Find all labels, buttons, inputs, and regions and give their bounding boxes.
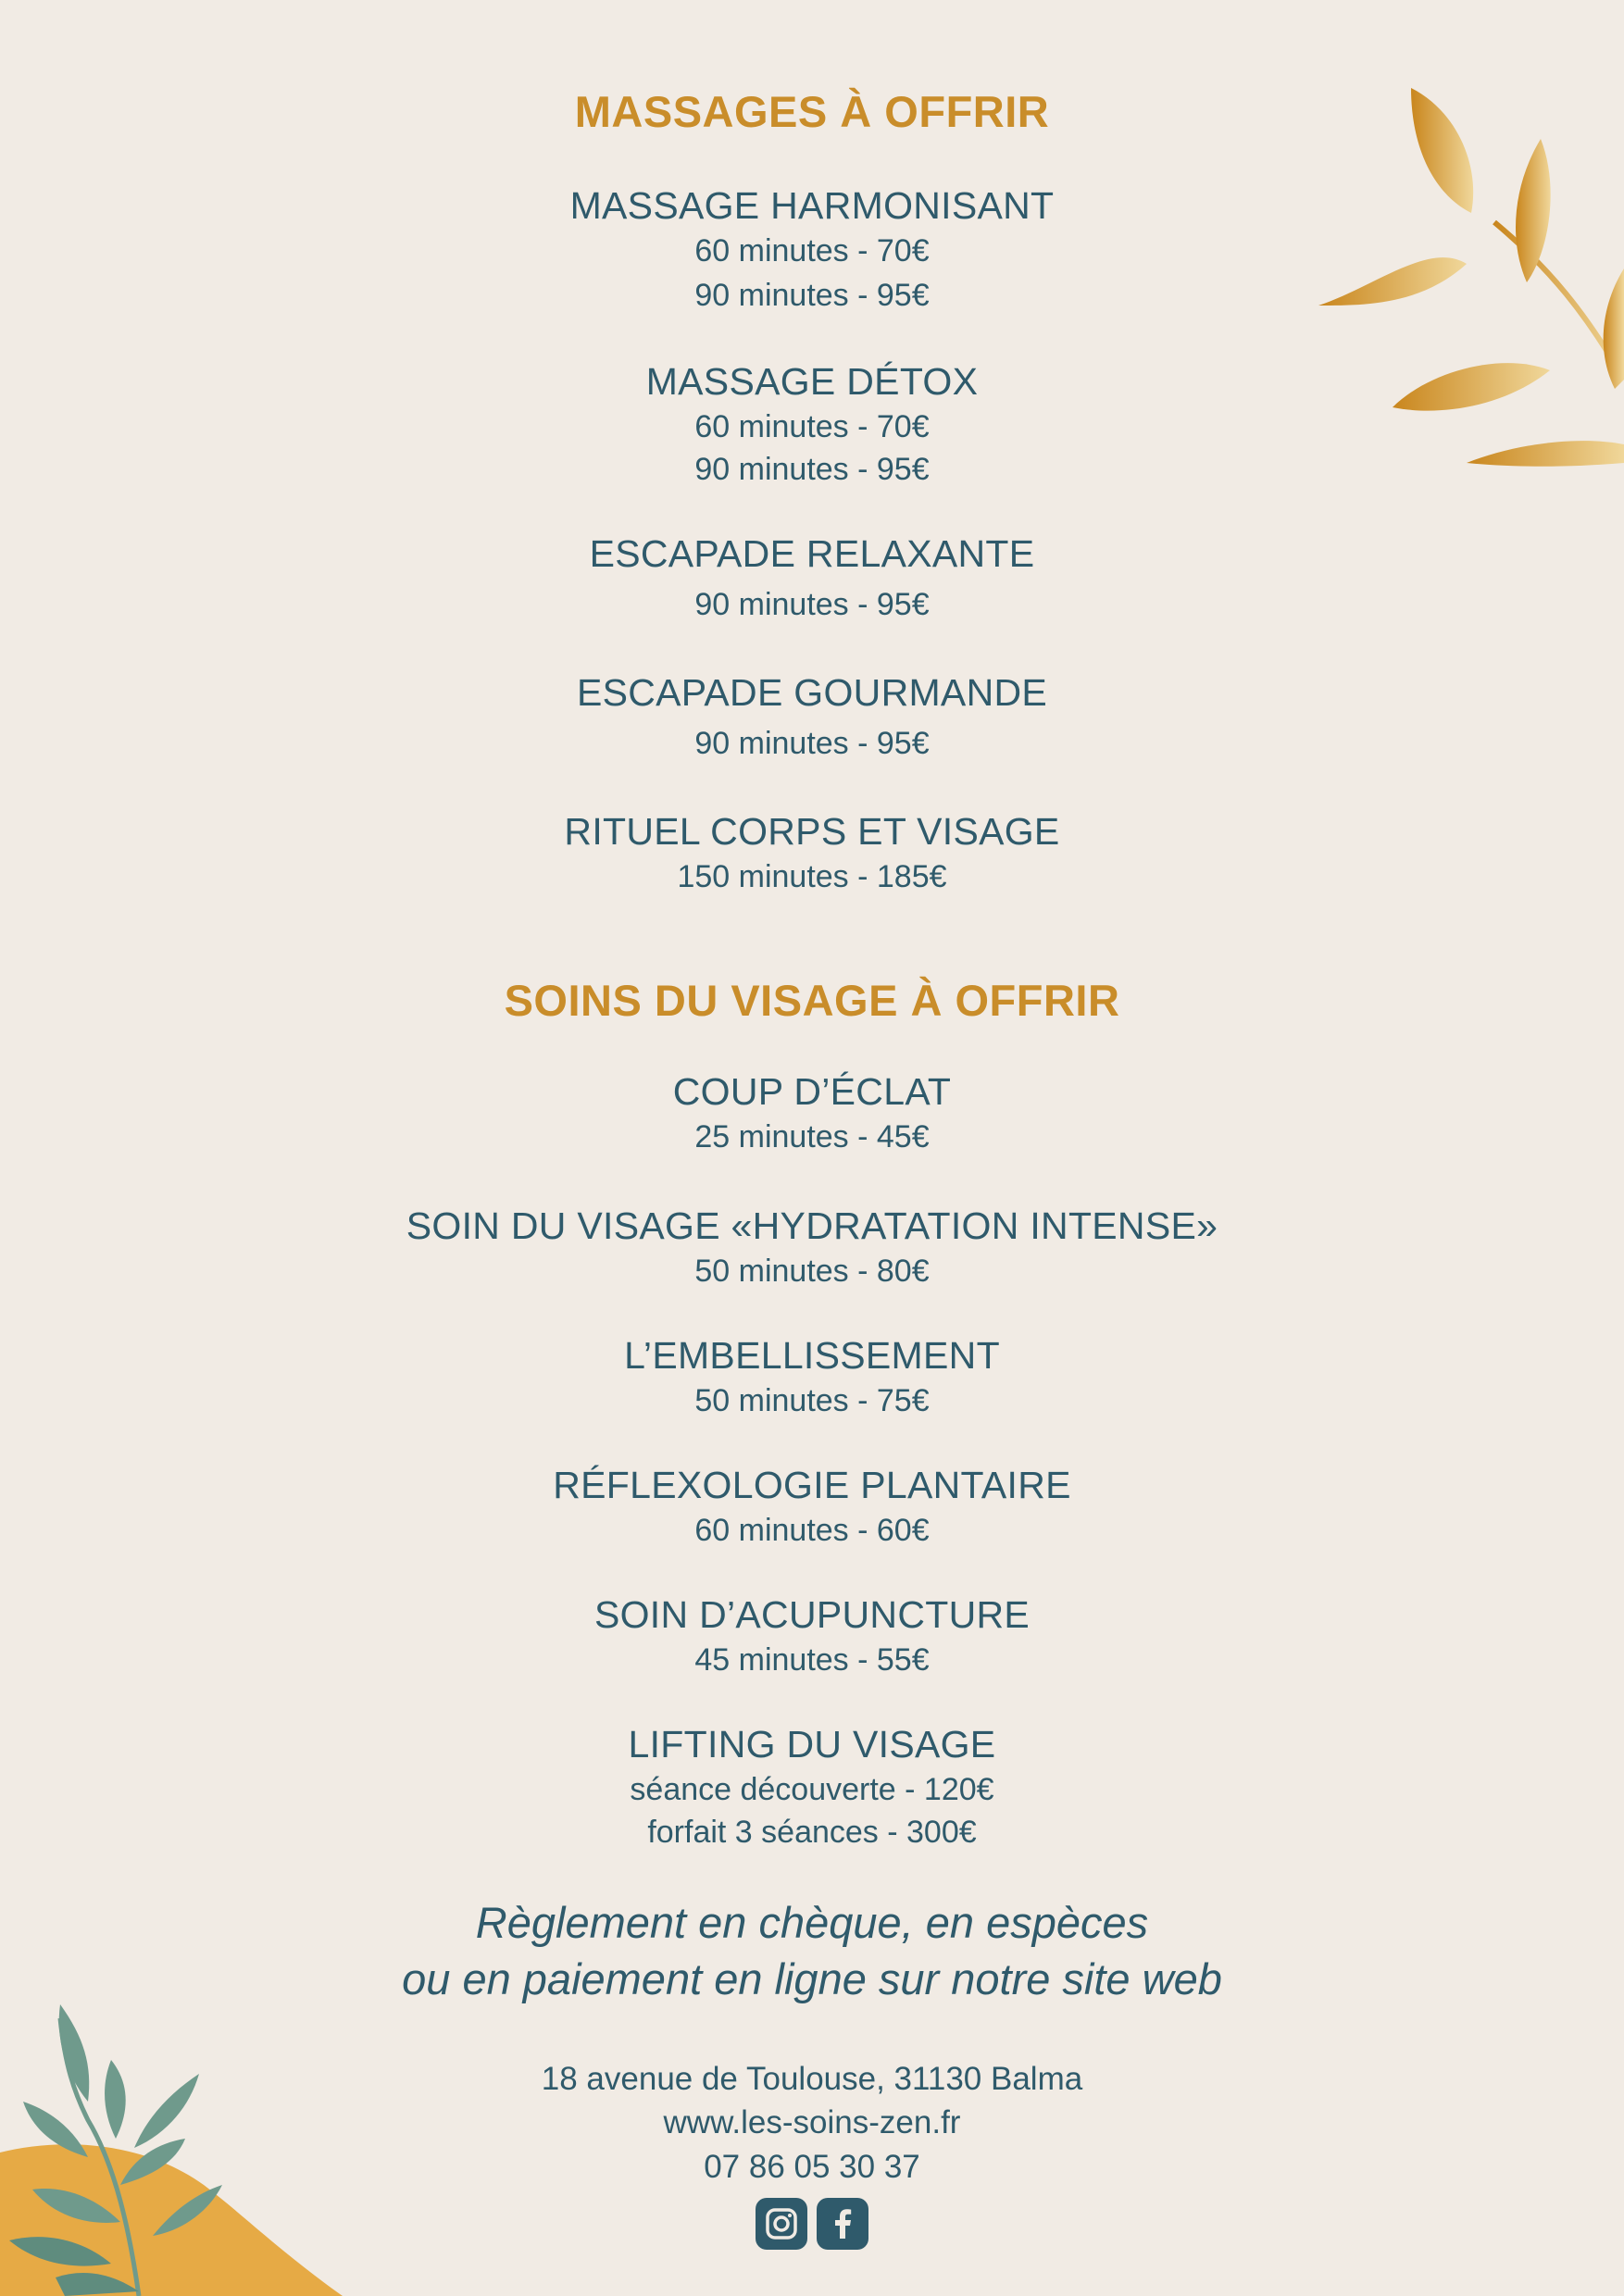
- item-soin-acupuncture: [0, 1594, 1624, 1682]
- item-hydratation-intense: [0, 1205, 1624, 1293]
- item-detail: 25 minutes - 45€: [694, 1119, 930, 1155]
- item-detail: 90 minutes - 95€: [694, 451, 930, 487]
- item-coup-eclat: [0, 1071, 1624, 1159]
- item-name: ESCAPADE RELAXANTE: [589, 532, 1035, 575]
- item-lifting-visage: [0, 1724, 1624, 1854]
- section-title-soins-visage: SOINS DU VISAGE À OFFRIR: [504, 976, 1120, 1025]
- item-detail: 150 minutes - 185€: [677, 859, 947, 895]
- item-rituel-corps-visage: [0, 811, 1624, 899]
- contact-block: [0, 2057, 1624, 2250]
- facebook-icon[interactable]: [817, 2198, 868, 2250]
- item-name: RITUEL CORPS ET VISAGE: [564, 810, 1060, 853]
- item-detail: 45 minutes - 55€: [694, 1642, 930, 1678]
- item-name: MASSAGE DÉTOX: [645, 360, 979, 403]
- item-detail: 90 minutes - 95€: [694, 277, 930, 313]
- payment-line: Règlement en chèque, en espèces: [475, 1898, 1149, 1947]
- item-name: RÉFLEXOLOGIE PLANTAIRE: [553, 1464, 1071, 1506]
- item-detail: 90 minutes - 95€: [694, 726, 930, 762]
- item-detail: 60 minutes - 70€: [694, 409, 930, 445]
- item-reflexologie-plantaire: [0, 1465, 1624, 1553]
- item-name: ESCAPADE GOURMANDE: [576, 671, 1048, 714]
- item-name: SOIN DU VISAGE «HYDRATATION INTENSE»: [406, 1204, 1218, 1247]
- section-title-massages: MASSAGES À OFFRIR: [574, 87, 1050, 136]
- item-detail: séance découverte - 120€: [630, 1772, 994, 1808]
- item-name: LIFTING DU VISAGE: [628, 1723, 996, 1766]
- website-link[interactable]: www.les-soins-zen.fr: [663, 2104, 961, 2141]
- item-name: SOIN D’ACUPUNCTURE: [593, 1593, 1031, 1636]
- item-detail: forfait 3 séances - 300€: [647, 1814, 977, 1850]
- social-links: [0, 2198, 1624, 2250]
- item-detail: 50 minutes - 75€: [694, 1383, 930, 1419]
- item-massage-detox: [0, 361, 1624, 492]
- phone-number[interactable]: 07 86 05 30 37: [704, 2148, 920, 2185]
- instagram-icon[interactable]: [756, 2198, 807, 2250]
- item-escapade-relaxante: [0, 533, 1624, 627]
- item-detail: 90 minutes - 95€: [694, 587, 930, 623]
- item-detail: 50 minutes - 80€: [694, 1254, 930, 1290]
- item-name: L’EMBELLISSEMENT: [624, 1334, 1000, 1377]
- item-name: COUP D’ÉCLAT: [672, 1070, 952, 1113]
- payment-line: ou en paiement en ligne sur notre site web: [402, 1954, 1222, 2004]
- payment-note: [0, 1894, 1624, 2007]
- item-escapade-gourmande: [0, 672, 1624, 766]
- item-name: MASSAGE HARMONISANT: [569, 184, 1055, 227]
- item-massage-harmonisant: [0, 185, 1624, 318]
- item-detail: 60 minutes - 70€: [694, 233, 930, 269]
- item-embellissement: [0, 1335, 1624, 1423]
- item-detail: 60 minutes - 60€: [694, 1513, 930, 1549]
- address: 18 avenue de Toulouse, 31130 Balma: [541, 2061, 1083, 2097]
